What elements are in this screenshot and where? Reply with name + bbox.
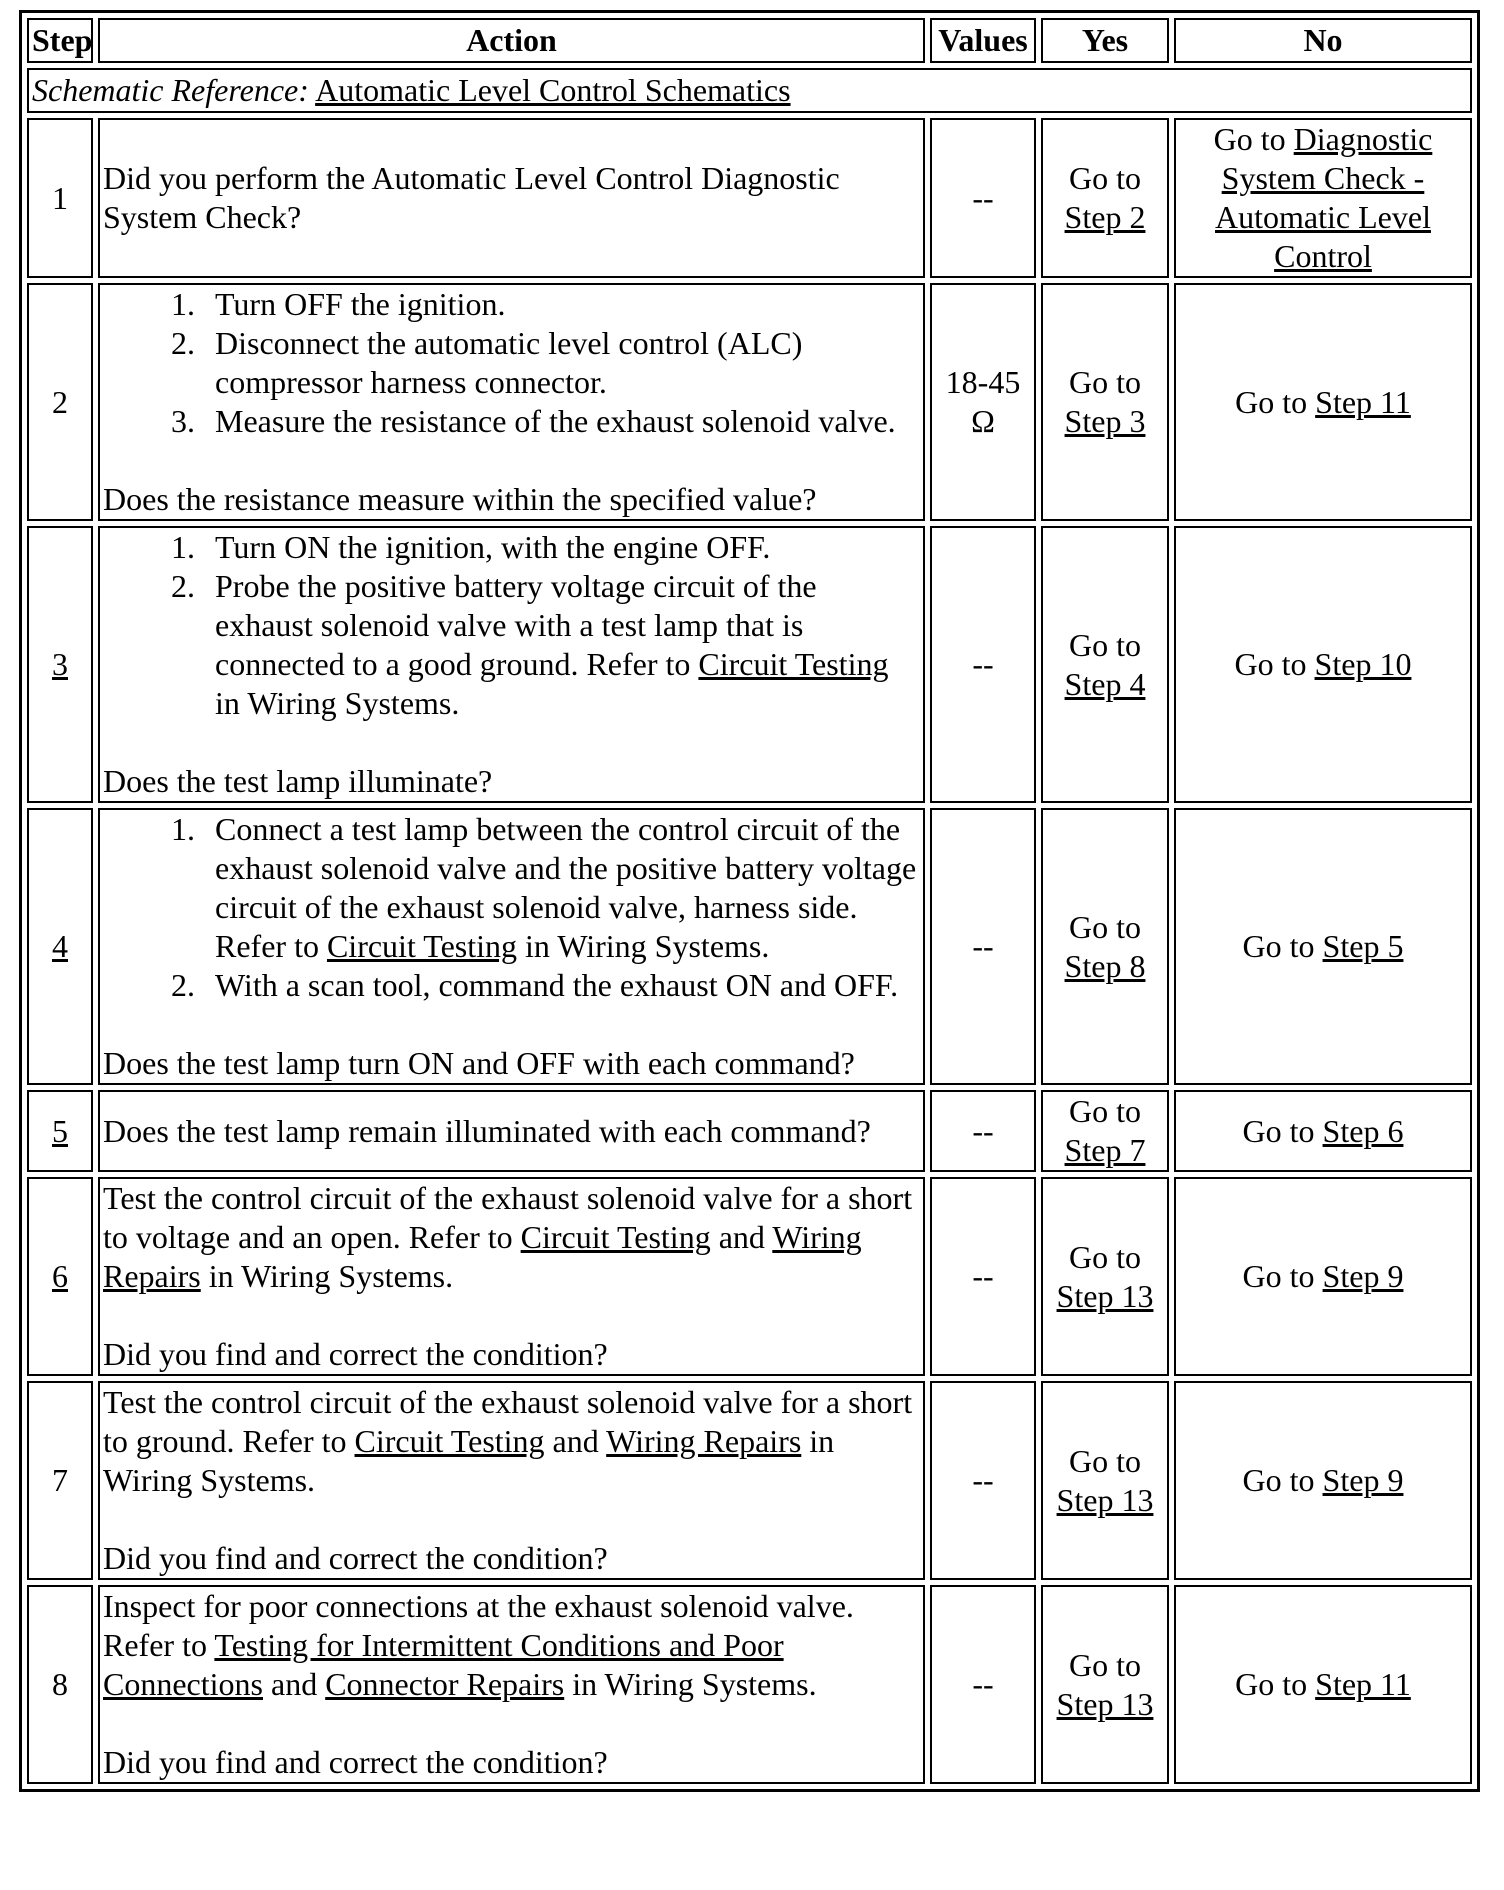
circuit-testing-link[interactable]: Circuit Testing [326, 928, 517, 964]
goto-label: Go to [1235, 1666, 1308, 1702]
header-yes: Yes [1041, 18, 1169, 63]
circuit-testing-link[interactable]: Circuit Testing [520, 1219, 711, 1255]
intermittent-conditions-link[interactable]: Testing for Intermittent Conditions and Poor Connections [103, 1627, 784, 1702]
action-text: Test the control circuit of the exhaust solenoid valve for a short to voltage and an open. Refer to [103, 1180, 913, 1255]
no-cell [1174, 1177, 1472, 1376]
goto-label: Go to [1069, 1238, 1141, 1275]
schematic-label: Schematic Reference: [32, 72, 309, 108]
list-item: 1. Turn ON the ignition, with the engine OFF. [203, 528, 920, 567]
header-no: No [1174, 18, 1472, 63]
action-cell [98, 808, 925, 1085]
action-question: Did you find and correct the condition? [103, 1744, 608, 1780]
action-question: Does the test lamp remain illuminated with each command? [103, 1112, 871, 1149]
goto-label: Go to [1234, 646, 1307, 682]
step-link[interactable]: 4 [52, 928, 68, 964]
list-item: 1. Turn OFF the ignition. [203, 285, 920, 324]
list-item-text: Probe the positive battery voltage circuit of the exhaust solenoid valve with a test lamp that is connected to a good ground. Refer to [215, 568, 817, 682]
step-number [27, 808, 93, 1085]
yes-step-link[interactable]: Step 13 [1056, 1685, 1154, 1722]
goto-label: Go to [1213, 121, 1286, 157]
action-cell [98, 1090, 925, 1172]
no-cell [1174, 1585, 1472, 1784]
values-cell: -- [930, 118, 1036, 278]
values-cell: -- [930, 808, 1036, 1085]
yes-cell [1041, 118, 1169, 278]
yes-cell [1041, 808, 1169, 1085]
step-number: 8 [27, 1585, 93, 1784]
list-item-text: in Wiring Systems. [525, 928, 770, 964]
list-item: 3. Measure the resistance of the exhaust solenoid valve. [203, 402, 920, 441]
no-cell [1174, 118, 1472, 278]
action-cell [98, 1381, 925, 1580]
action-text: and [718, 1219, 765, 1255]
step-link[interactable]: 3 [52, 646, 68, 682]
action-text: and [270, 1666, 318, 1702]
table-row [27, 1585, 1472, 1784]
action-text: Test the control circuit of the exhaust solenoid valve for a short to ground. Refer to [103, 1384, 913, 1459]
action-text: in Wiring Systems. [208, 1258, 454, 1294]
yes-cell [1041, 1090, 1169, 1172]
action-question: Did you find and correct the condition? [103, 1336, 608, 1372]
yes-step-link[interactable]: Step 2 [1064, 199, 1146, 235]
diagnostic-table-container [19, 10, 1479, 1792]
action-cell [98, 1177, 925, 1376]
circuit-testing-link[interactable]: Circuit Testing [354, 1423, 545, 1459]
no-step-link[interactable]: Step 11 [1315, 383, 1411, 420]
wiring-repairs-link[interactable]: Wiring Repairs [606, 1423, 802, 1459]
goto-label: Go to [1069, 160, 1141, 196]
action-question: Did you perform the Automatic Level Control Diagnostic System Check? [103, 160, 840, 235]
step-number [27, 1177, 93, 1376]
no-step-link[interactable]: Step 6 [1322, 1112, 1404, 1149]
yes-cell [1041, 283, 1169, 521]
table-row [27, 808, 1472, 1085]
connector-repairs-link[interactable]: Connector Repairs [325, 1666, 565, 1702]
action-cell [98, 1585, 925, 1784]
goto-label: Go to [1069, 1442, 1141, 1479]
schematic-row [27, 68, 1472, 113]
yes-step-link[interactable]: Step 7 [1064, 1132, 1146, 1168]
wiring-repairs-link[interactable]: Wiring Repairs [103, 1219, 862, 1294]
action-question: Did you find and correct the condition? [103, 1540, 608, 1576]
goto-label: Go to [1242, 928, 1315, 964]
list-item [203, 567, 920, 723]
action-text: in Wiring Systems. [103, 1423, 835, 1498]
table-row [27, 283, 1472, 521]
list-item-text: Connect a test lamp between the control circuit of the exhaust solenoid valve and the positive battery voltage circuit of the exhaust solenoid valve, harness side. Refer to [215, 811, 917, 964]
goto-label: Go to [1069, 908, 1141, 945]
header-values: Values [930, 18, 1036, 63]
no-cell [1174, 808, 1472, 1085]
diagnostic-table [19, 10, 1480, 1792]
yes-cell [1041, 1585, 1169, 1784]
no-cell [1174, 526, 1472, 803]
values-cell: -- [930, 1381, 1036, 1580]
goto-label: Go to [1069, 364, 1141, 400]
action-cell [98, 283, 925, 521]
table-row [27, 1177, 1472, 1376]
header-row [27, 18, 1472, 63]
yes-step-link[interactable]: Step 13 [1056, 1481, 1154, 1518]
yes-step-link[interactable]: Step 13 [1056, 1277, 1154, 1314]
goto-label: Go to [1069, 1646, 1141, 1683]
list-item [203, 810, 920, 966]
action-list [103, 285, 920, 441]
diagnostic-system-check-link[interactable]: Diagnostic System Check - Automatic Level Control [1215, 121, 1433, 274]
yes-cell [1041, 1381, 1169, 1580]
action-text: Inspect for poor connections at the exhaust solenoid valve. Refer to [103, 1588, 854, 1663]
values-cell: -- [930, 1585, 1036, 1784]
table-row [27, 1090, 1472, 1172]
action-text: in Wiring Systems. [572, 1666, 817, 1702]
table-row [27, 1381, 1472, 1580]
goto-label: Go to [1242, 1112, 1315, 1149]
goto-label: Go to [1242, 1462, 1315, 1498]
yes-step-link[interactable]: Step 3 [1064, 403, 1146, 439]
schematic-reference [27, 68, 1472, 113]
table-row [27, 118, 1472, 278]
goto-label: Go to [1069, 1093, 1141, 1129]
list-item: 2. With a scan tool, command the exhaust ON and OFF. [203, 966, 920, 1005]
circuit-testing-link[interactable]: Circuit Testing [698, 646, 889, 682]
values-cell: -- [930, 1090, 1036, 1172]
step-number: 2 [27, 283, 93, 521]
action-question: Does the test lamp turn ON and OFF with each command? [103, 1045, 855, 1081]
goto-label: Go to [1069, 626, 1141, 663]
step-number [27, 526, 93, 803]
header-action: Action [98, 18, 925, 63]
schematic-link[interactable]: Automatic Level Control Schematics [315, 72, 791, 108]
yes-cell [1041, 526, 1169, 803]
action-cell [98, 526, 925, 803]
action-question: Does the resistance measure within the specified value? [103, 481, 817, 517]
action-question: Does the test lamp illuminate? [103, 763, 493, 799]
table-row [27, 526, 1472, 803]
no-cell [1174, 283, 1472, 521]
no-cell [1174, 1381, 1472, 1580]
values-cell: -- [930, 1177, 1036, 1376]
action-list [103, 528, 920, 723]
yes-step-link[interactable]: Step 4 [1064, 665, 1146, 702]
goto-label: Go to [1242, 1258, 1315, 1294]
header-step: Step [27, 18, 93, 63]
list-item: 2. Disconnect the automatic level control (ALC) compressor harness connector. [203, 324, 920, 402]
no-step-link[interactable]: Step 9 [1322, 1258, 1404, 1294]
values-cell: 18-45 Ω [930, 283, 1036, 521]
step-number: 1 [27, 118, 93, 278]
action-list [103, 810, 920, 1005]
no-step-link[interactable]: Step 11 [1315, 1666, 1411, 1702]
values-cell: -- [930, 526, 1036, 803]
list-item-text: in Wiring Systems. [215, 685, 460, 721]
yes-step-link[interactable]: Step 8 [1064, 947, 1146, 984]
no-step-link[interactable]: Step 9 [1322, 1462, 1404, 1498]
yes-cell [1041, 1177, 1169, 1376]
step-link[interactable]: 5 [52, 1112, 68, 1149]
step-number [27, 1090, 93, 1172]
no-step-link[interactable]: Step 10 [1314, 646, 1412, 682]
action-text: and [552, 1423, 599, 1459]
action-cell [98, 118, 925, 278]
no-cell [1174, 1090, 1472, 1172]
step-link[interactable]: 6 [52, 1258, 68, 1294]
no-step-link[interactable]: Step 5 [1322, 928, 1404, 964]
step-number: 7 [27, 1381, 93, 1580]
goto-label: Go to [1235, 383, 1308, 420]
